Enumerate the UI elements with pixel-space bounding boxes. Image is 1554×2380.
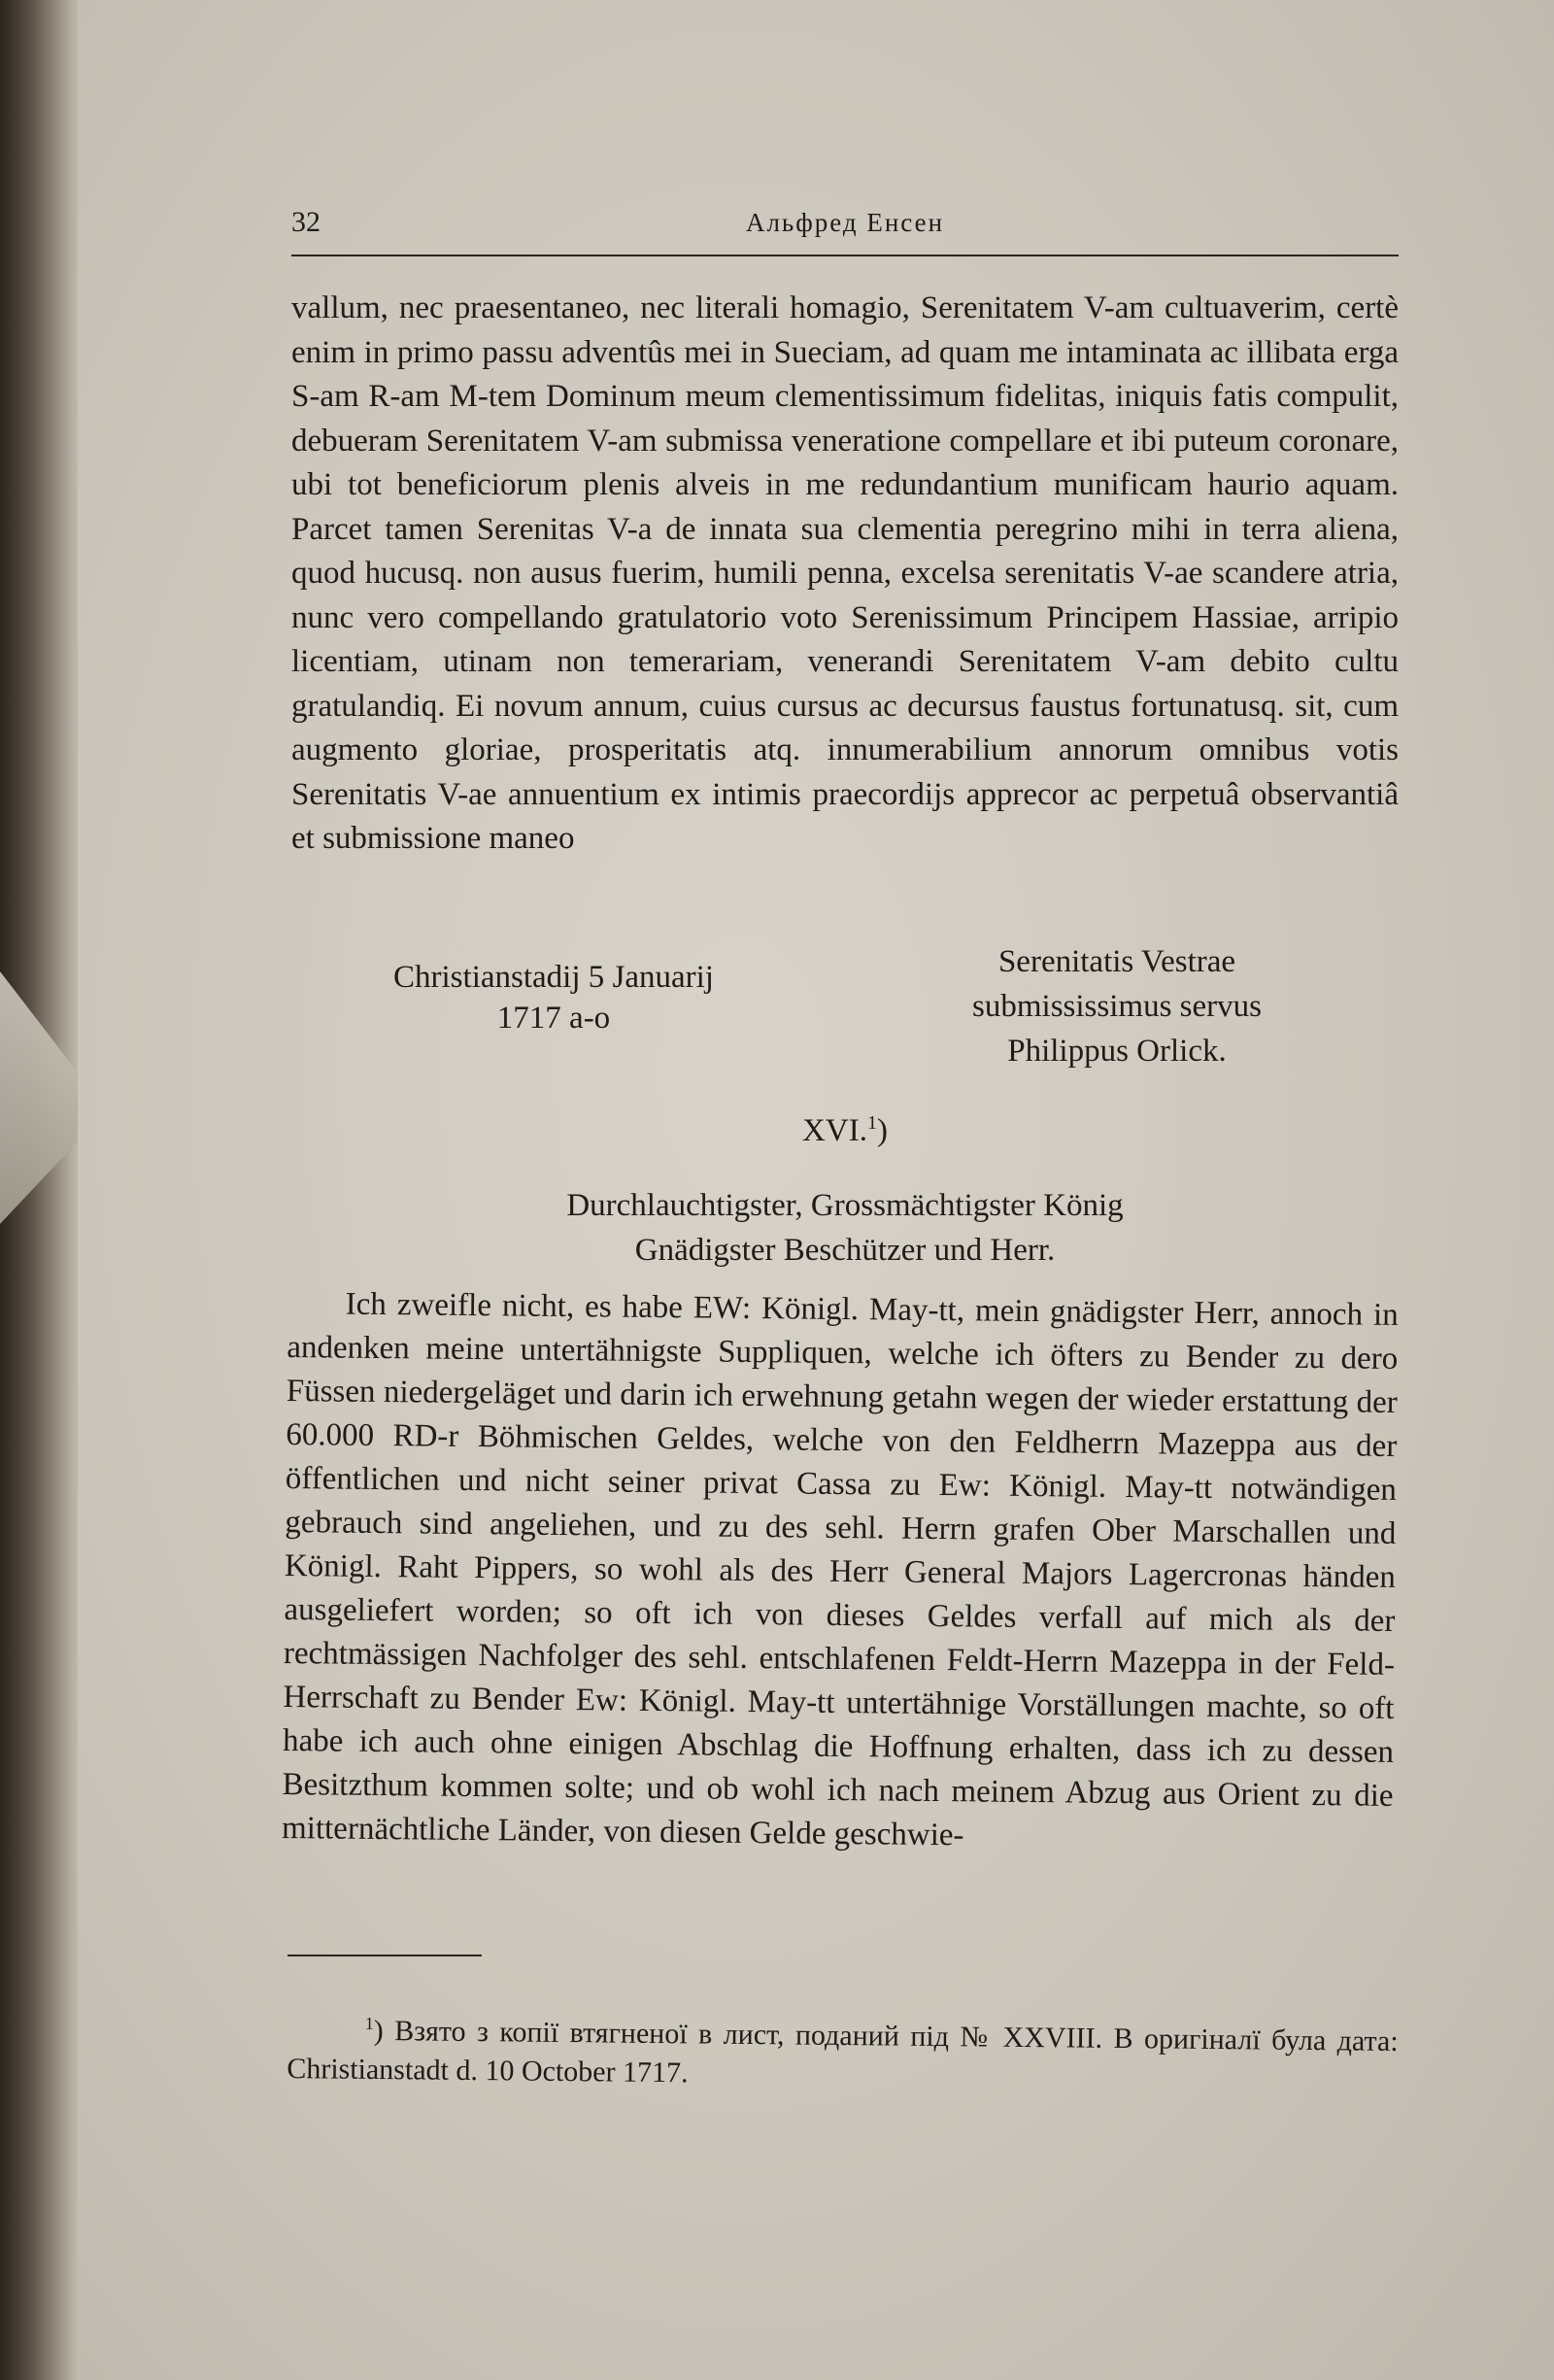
letter-date: 1717 a-o bbox=[496, 1001, 611, 1036]
closing-line-1: Serenitatis Vestrae bbox=[997, 944, 1236, 979]
salutation-line-1: Durchlauchtigster, Grossmächtigster König bbox=[566, 1188, 1124, 1223]
letter-xvi-text: Ich zweifle nicht, es habe EW: Königl. May-tt, mein gnädigster Herr, annoch in andenken meine untertähnigste Suppliquen, welche ich öfters zu Bender zu dero Füssen niedergeläget und darin ich erwehnung getahn wegen der wieder erstattung der 60.000 RD-r Böhmischen Geldes, welche von den Feldherrn Mazeppa aus der öffentlichen und nicht seiner privat Cassa zu Ew: Königl. May-tt notwändigen gebrauch sind angeliehen, und zu des sehl. Herrn grafen Ober Marschallen und Königl. Raht Pippers, so wohl als des Herr General Majors Lagercronas händen ausgeliefert worden; so oft ich von dieses Geldes verfall auf mich als der rechtmässigen Nachfolger des sehl. entschlafenen Feldt-Herrn Mazeppa in der Feld-Herrschaft zu Bender Ew: Königl. May-tt untertähnige Vorställungen machte, so oft habe ich auch ohne einigen Abschlag die Hoffnung erhalten, dass ich zu dessen Besitzthum kommen solte; und ob wohl ich nach meinem Abzug aus Orient zu die mitternächtliche Länder, von diesen Gelde geschwie- bbox=[281, 1286, 1399, 1853]
section-number: XVI. bbox=[802, 1113, 867, 1148]
footnote-divider bbox=[287, 1955, 482, 1956]
footnote bbox=[287, 2003, 1399, 2100]
closing-line-2: submississimus servus bbox=[972, 989, 1262, 1024]
footnote-reference: 1 bbox=[866, 1112, 877, 1134]
letter-xvi-salutation bbox=[291, 1183, 1399, 1273]
place-date-block bbox=[379, 957, 728, 1038]
letter-place: Christianstadij 5 Januarij bbox=[393, 960, 714, 995]
footnote-marker: 1 bbox=[364, 2013, 374, 2033]
closing-signature: Philippus Orlick. bbox=[1007, 1034, 1227, 1069]
running-header bbox=[291, 206, 1399, 256]
running-title: Альфред Енсен bbox=[745, 208, 945, 237]
letter-xvi-body bbox=[282, 1282, 1399, 1862]
letter-xv-body: vallum, nec praesentaneo, nec literali homagio, Serenitatem V-am cultuaverim, certè enim in primo passu adventûs mei in Sueciam, ad quam me intaminata ac illibata erga S-am R-am M-tem Dominum meum clementissimum fidelitas, iniquis fatis compulit, debueram Serenitatem V-am submissa veneratione compellare et ibi puteum coronare, ubi tot beneficiorum plenis alveis in me redundantium munificam haurio aquam. Parcet tamen Serenitas V-a de innata sua clementia peregrino mihi in terra aliena, quod hucusq. non ausus fuerim, humili penna, excelsa serenitatis V-ae scandere atria, nunc vero compellando gratulatorio voto Serenissimum Principem Hassiae, arripio licentiam, utinam non temerariam, venerandi Serenitatem V-am debito cultu gratulandiq. Ei novum annum, cuius cursus ac decursus faustus fortunatusq. sit, cum augmento gloriae, prosperitatis atq. innumerabilium annorum omnibus votis Serenitatis V-ae annuentium ex intimis praecordijs apprecor ac perpetuâ observantiâ et submissione maneo bbox=[291, 290, 1399, 856]
salutation-line-2: Gnädigster Beschützer und Herr. bbox=[634, 1233, 1056, 1268]
page-number: 32 bbox=[291, 206, 321, 238]
letter-xv-closing bbox=[291, 944, 1399, 1083]
signature-block bbox=[913, 939, 1321, 1073]
section-heading-xvi: XVI.$^1$) bbox=[802, 1112, 888, 1148]
footnote-text: ) Взято з копії втягненої в лист, поданий під № XXVIII. В оригіналї була дата: Christianstadt d. 10 October 1717. bbox=[287, 2014, 1399, 2090]
